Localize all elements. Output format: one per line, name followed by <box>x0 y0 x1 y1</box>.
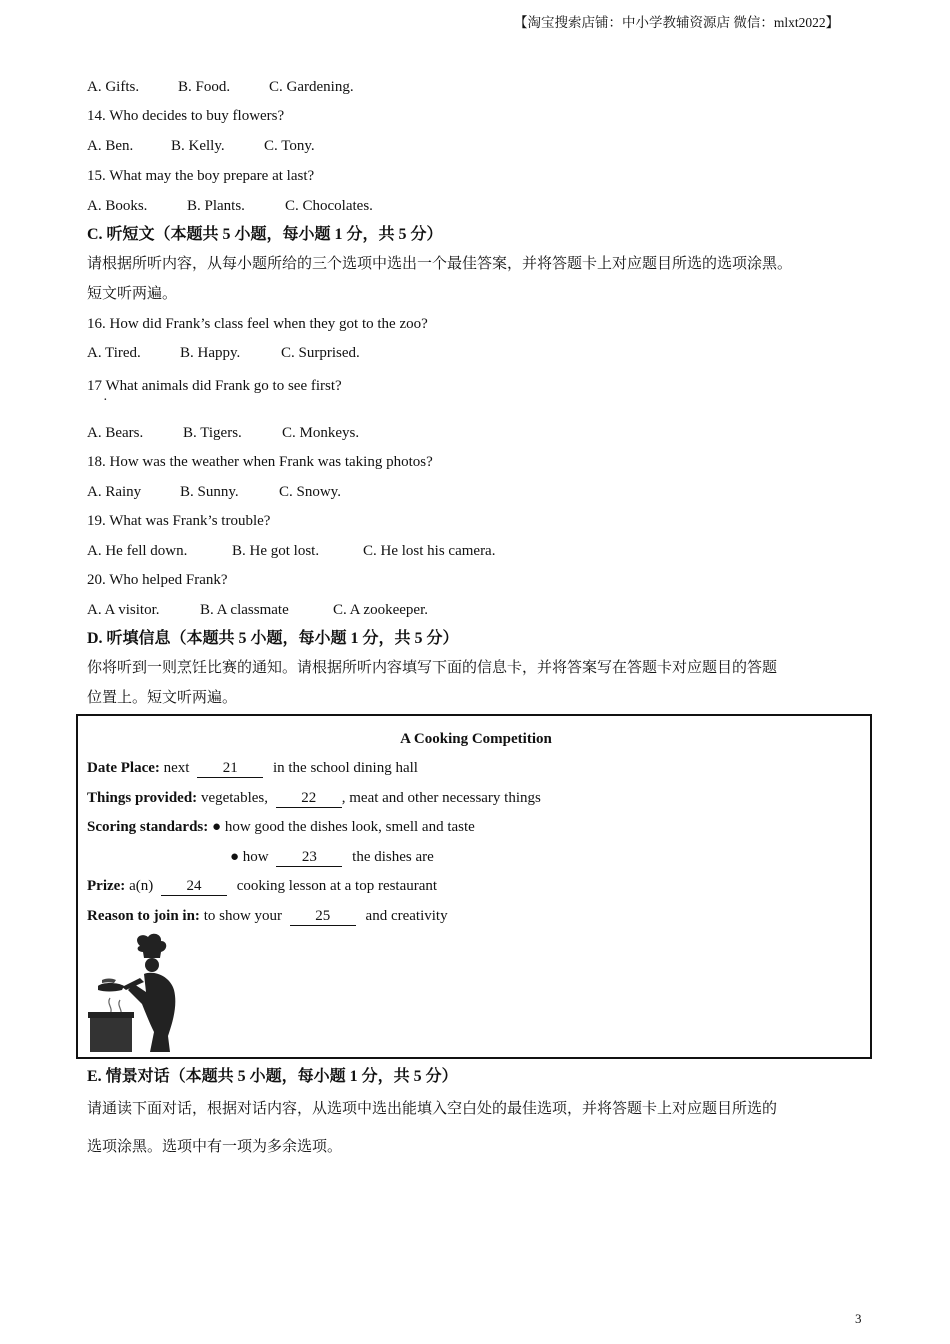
row-prefix: to show your <box>203 908 283 924</box>
card-row-scoring-2 <box>230 850 434 867</box>
page-header: 【淘宝搜索店铺：中小学教辅资源店 微信：mlxt2022】 <box>514 15 840 30</box>
option-a: A. Rainy <box>87 484 142 500</box>
blank-25[interactable]: 25 <box>290 909 356 926</box>
q17-options <box>87 426 359 441</box>
section-d-instruction: 你将听到一则烹饪比赛的通知。请根据所听内容填写下面的信息卡，并将答案写在答题卡对应题目的答题 <box>87 660 778 676</box>
section-d-instruction-2: 位置上。短文听两遍。 <box>87 690 238 706</box>
card-title: A Cooking Competition <box>400 731 552 747</box>
option-c: C. Gardening. <box>269 79 354 95</box>
q20-options <box>87 603 428 618</box>
row-suffix: and creativity <box>365 908 448 924</box>
blank-24[interactable]: 24 <box>161 879 227 896</box>
row-suffix: cooking lesson at a top restaurant <box>236 878 438 894</box>
option-a: A. A visitor. <box>87 602 160 618</box>
row-label: Reason to join in: <box>87 908 200 924</box>
option-c: C. Snowy. <box>279 484 341 500</box>
option-b: B. Sunny. <box>180 484 239 500</box>
q15-options <box>87 199 373 214</box>
q20-stem: 20. Who helped Frank? <box>87 572 228 588</box>
option-c: C. Tony. <box>264 138 315 154</box>
option-b: B. Tigers. <box>183 425 242 441</box>
page-number: 3 <box>855 1311 862 1326</box>
option-b: B. Happy. <box>180 345 241 361</box>
chef-cooking-icon <box>88 932 188 1054</box>
option-c: C. Surprised. <box>281 345 360 361</box>
option-a: A. Ben. <box>87 138 134 154</box>
q15-stem: 15. What may the boy prepare at last? <box>87 168 315 184</box>
option-a: A. Gifts. <box>87 79 140 95</box>
row-prefix: vegetables, <box>200 790 268 806</box>
info-card <box>76 714 872 1059</box>
card-row-prize <box>87 879 437 896</box>
row-prefix: a(n) <box>129 878 154 894</box>
option-c: C. Chocolates. <box>285 198 373 214</box>
option-b: B. He got lost. <box>232 543 320 559</box>
option-a: A. He fell down. <box>87 543 188 559</box>
section-e-instruction: 请通读下面对话，根据对话内容，从选项中选出能填入空白处的最佳选项，并将答题卡上对应题目所选的 <box>87 1101 778 1117</box>
row-label: Prize: <box>87 878 126 894</box>
option-a: A. Bears. <box>87 425 144 441</box>
section-e-title: E. 情景对话（本题共 5 小题，每小题 1 分，共 5 分） <box>87 1068 458 1085</box>
q18-stem: 18. How was the weather when Frank was taking photos? <box>87 454 433 470</box>
option-b: B. Food. <box>178 79 231 95</box>
row-label: Scoring standards: <box>87 819 209 835</box>
row-label: Date Place: <box>87 760 160 776</box>
q17-dot: · <box>103 393 108 408</box>
section-c-title: C. 听短文（本题共 5 小题，每小题 1 分，共 5 分） <box>87 226 443 243</box>
row-text: ● how good the dishes look, smell and taste <box>212 819 475 835</box>
q14-options <box>87 139 315 154</box>
q17-stem: 17 What animals did Frank go to see first? <box>87 378 342 394</box>
row-label: Things provided: <box>87 790 198 806</box>
q13-options <box>87 80 354 95</box>
card-row-scoring <box>87 820 475 835</box>
option-b: B. Plants. <box>187 198 245 214</box>
section-c-instruction-2: 短文听两遍。 <box>87 286 178 302</box>
section-e-instruction-2: 选项涂黑。选项中有一项为多余选项。 <box>87 1139 343 1155</box>
q19-options <box>87 544 495 559</box>
option-b: B. A classmate <box>200 602 289 618</box>
row-prefix: ● how <box>230 849 269 865</box>
option-a: A. Books. <box>87 198 148 214</box>
blank-23[interactable]: 23 <box>276 850 342 867</box>
q19-stem: 19. What was Frank’s trouble? <box>87 513 271 529</box>
option-c: C. Monkeys. <box>282 425 360 441</box>
option-c: C. He lost his camera. <box>363 543 496 559</box>
row-prefix: next <box>163 760 190 776</box>
row-suffix: in the school dining hall <box>272 760 418 776</box>
option-c: C. A zookeeper. <box>333 602 428 618</box>
row-suffix: the dishes are <box>352 849 434 865</box>
section-d-title: D. 听填信息（本题共 5 小题，每小题 1 分，共 5 分） <box>87 630 459 647</box>
card-row-date-place <box>87 761 418 778</box>
option-a: A. Tired. <box>87 345 141 361</box>
blank-21[interactable]: 21 <box>197 761 263 778</box>
q16-stem: 16. How did Frank’s class feel when they got to the zoo? <box>87 316 428 332</box>
q16-options <box>87 346 360 361</box>
section-c-instruction: 请根据所听内容，从每小题所给的三个选项中选出一个最佳答案，并将答题卡上对应题目所选的选项涂黑。 <box>87 256 793 272</box>
option-b: B. Kelly. <box>171 138 225 154</box>
q18-options <box>87 485 341 500</box>
q14-stem: 14. Who decides to buy flowers? <box>87 108 285 124</box>
card-row-things-provided <box>87 791 541 808</box>
card-row-reason <box>87 909 448 926</box>
row-suffix: , meat and other necessary things <box>341 790 541 806</box>
blank-22[interactable]: 22 <box>276 791 342 808</box>
